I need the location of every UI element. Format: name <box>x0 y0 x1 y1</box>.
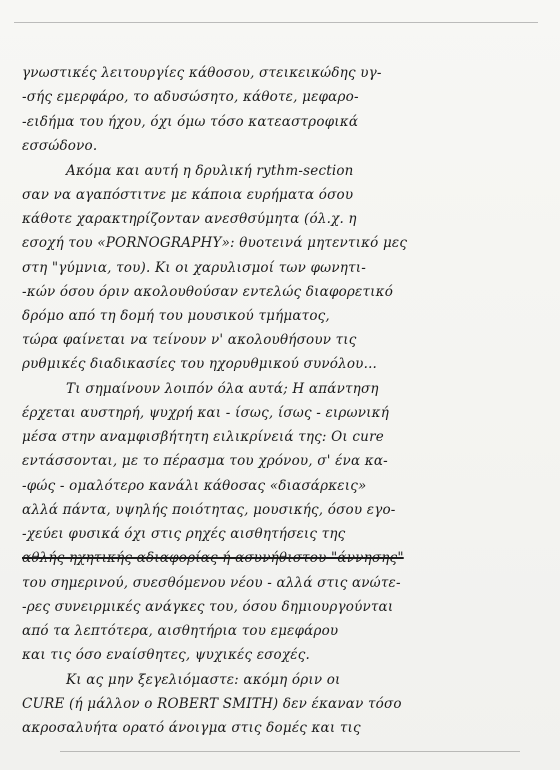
text-line-11: δρόμο από τη δομή του μουσικού τμήματος, <box>22 308 330 324</box>
text-line-4: εσσώδονο. <box>22 138 98 154</box>
text-line-28: ακροσαλυήτα ορατό άνοιγμα στις δομές και τις <box>22 720 361 736</box>
text-line-10: -κών όσου όριν ακολουθούσαν εντελώς διαφορετικό <box>22 284 394 300</box>
bottom-rule <box>60 751 520 752</box>
text-line-22: του σημερινού, συεσθόμενου νέου - αλλά στις ανώτε- <box>22 575 401 591</box>
struck-out-line: αθλής ηχητικής αδιαφορίας ή ασυνήθιστου "άννησης" <box>22 550 404 566</box>
text-line-19: αλλά πάντα, υψηλής ποιότητας, μουσικής, όσου εγο- <box>22 502 396 518</box>
text-line-12: τώρα φαίνεται να τείνουν ν' ακολουθήσουν τις <box>22 332 357 348</box>
text-line-7: κάθοτε χαρακτηρίζονταν ανεσθσύμητα (όλ.χ. η <box>22 211 357 227</box>
text-line-9: στη "γύμνια, του). Κι οι χαρυλισμοί των φωνητι- <box>22 260 366 276</box>
text-line-26: Κι ας μην ξεγελιόμαστε: ακόμη όριν οι <box>66 672 341 688</box>
text-line-16: μέσα στην αναμφισβήτητη ειλικρίνειά της: Οι cure <box>22 429 384 445</box>
text-line-13: ρυθμικές διαδικασίες του ηχορυθμικού συνόλου... <box>22 356 378 372</box>
text-line-6: σαν να αγαπόστιτνε με κάποια ευρήματα όσου <box>22 187 354 203</box>
text-line-5: Ακόμα και αυτή η δρυλική rythm-section <box>66 163 354 179</box>
text-line-14: Τι σημαίνουν λοιπόν όλα αυτά; Η απάντηση <box>66 381 379 397</box>
text-line-23: -ρες συνειρμικές ανάγκες του, όσου δημιουργούνται <box>22 599 394 615</box>
text-line-3-content: -ειδήμα του ήχου, όχι όμω τόσο κατεαστροφικά <box>22 114 359 130</box>
text-line-17: εντάσσονται, με το πέρασμα του χρόνου, σ' ένα κα- <box>22 453 388 469</box>
text-line-20: -χεύει φυσικά όχι στις ρηχές αισθητήσεις της <box>22 526 346 542</box>
text-line-15: έρχεται αυστηρή, ψυχρή και - ίσως, ίσως - ειρωνική <box>22 405 389 421</box>
top-rule <box>14 22 538 23</box>
text-line-8: εσοχή του «PORNOGRAPHY»: θυοτεινά μητεντικό μες <box>22 235 408 251</box>
text-line-25: και τις όσο εναίσθητες, ψυχικές εσοχές. <box>22 647 310 663</box>
text-line-2: -σής εμερφάρο, το αδυσώσητο, κάθοτε, μεφαρο- <box>22 89 359 105</box>
text-line-3 <box>22 113 530 131</box>
text-line-18: -φώς - ομαλότερο κανάλι κάθοσας «διασάρκεις» <box>22 478 367 494</box>
text-line-27: CURE (ή μάλλον ο ROBERT SMITH) δεν έκαναν τόσο <box>22 696 402 712</box>
text-line-1: γνωστικές λειτουργίες κάθοσου, στεικεικώδης υγ- <box>22 65 382 81</box>
text-line-24: από τα λεπτότερα, αισθητήρια του εμεφάρου <box>22 623 339 639</box>
